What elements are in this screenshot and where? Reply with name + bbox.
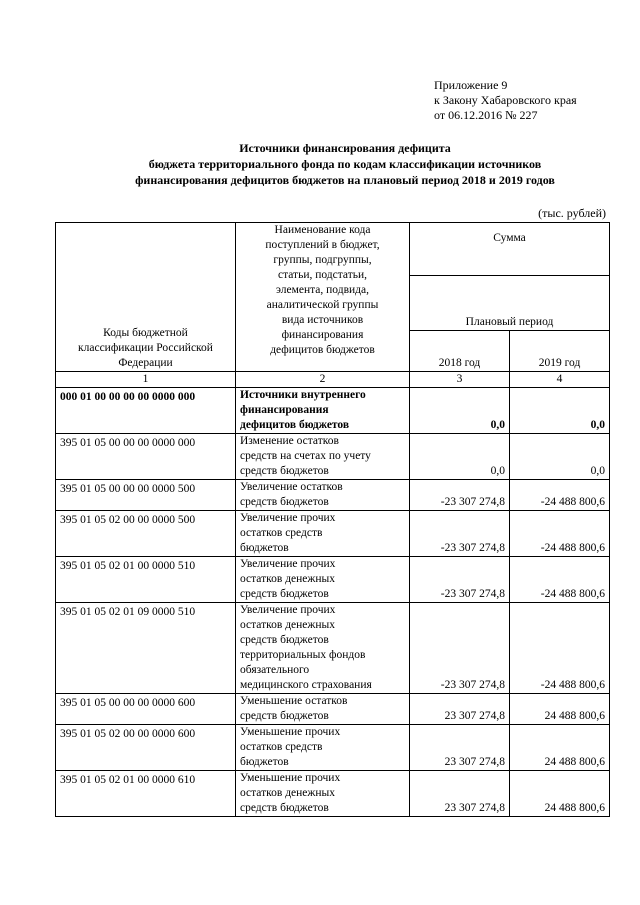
amount-2019: -24 488 800,6: [510, 557, 610, 603]
amount-2018: 0,0: [410, 434, 510, 480]
title-line: бюджета территориального фонда по кодам классификации источников: [148, 157, 542, 171]
header-sum: Сумма: [410, 223, 610, 276]
source-name: [236, 480, 410, 511]
budget-code: 395 01 05 02 00 00 0000 500: [56, 511, 236, 557]
source-name-line: Источники внутреннего: [240, 389, 366, 401]
source-name-line: остатков денежных: [240, 573, 335, 585]
source-name-line: Уменьшение прочих: [240, 772, 341, 784]
source-name-line: Уменьшение прочих: [240, 726, 341, 738]
source-name-line: средств бюджетов: [240, 802, 329, 814]
source-name: [236, 511, 410, 557]
source-name-line: бюджетов: [240, 756, 289, 768]
amount-2019: 0,0: [510, 388, 610, 434]
header-period: Плановый период: [410, 276, 610, 331]
budget-code: 000 01 00 00 00 00 0000 000: [56, 388, 236, 434]
source-name: [236, 725, 410, 771]
source-name: [236, 603, 410, 694]
amount-2018: -23 307 274,8: [410, 603, 510, 694]
source-name-line: средств бюджетов: [240, 710, 329, 722]
source-name-line: остатков средств: [240, 741, 323, 753]
source-name-line: бюджетов: [240, 542, 289, 554]
header-year-2019: 2019 год: [510, 331, 610, 372]
annex-reference: [434, 78, 577, 123]
source-name-line: остатков денежных: [240, 787, 335, 799]
source-name-line: обязательного: [240, 664, 310, 676]
source-name-line: Изменение остатков: [240, 435, 339, 447]
budget-code: 395 01 05 02 01 00 0000 610: [56, 771, 236, 817]
table-row: [56, 771, 610, 817]
document-title: [60, 140, 630, 188]
table-row: [56, 603, 610, 694]
amount-2018: -23 307 274,8: [410, 557, 510, 603]
amount-2018: 23 307 274,8: [410, 771, 510, 817]
budget-code: 395 01 05 02 01 09 0000 510: [56, 603, 236, 694]
amount-2019: -24 488 800,6: [510, 480, 610, 511]
source-name-line: Увеличение прочих: [240, 512, 336, 524]
header-name: Наименование кода поступлений в бюджет, группы, подгруппы, статьи, подстатьи, элемента, подвида, аналитической группы вида источников финансирования дефицитов бюджетов: [236, 223, 410, 372]
title-line: Источники финансирования дефицита: [239, 141, 451, 155]
source-name: [236, 771, 410, 817]
amount-2019: 0,0: [510, 434, 610, 480]
source-name-line: медицинского страхования: [240, 679, 372, 691]
amount-2018: 23 307 274,8: [410, 725, 510, 771]
source-name: [236, 557, 410, 603]
header-row: [56, 223, 610, 276]
amount-2019: -24 488 800,6: [510, 603, 610, 694]
amount-2018: -23 307 274,8: [410, 511, 510, 557]
amount-2018: -23 307 274,8: [410, 480, 510, 511]
source-name: [236, 388, 410, 434]
column-numbers-row: [56, 372, 610, 388]
units-label: (тыс. рублей): [538, 206, 606, 220]
column-number: 2: [236, 372, 410, 388]
amount-2019: 24 488 800,6: [510, 694, 610, 725]
table-row: [56, 434, 610, 480]
source-name-line: территориальных фондов: [240, 649, 366, 661]
header-year-2018: 2018 год: [410, 331, 510, 372]
budget-code: 395 01 05 00 00 00 0000 600: [56, 694, 236, 725]
source-name-line: остатков денежных: [240, 619, 335, 631]
budget-code: 395 01 05 02 00 00 0000 600: [56, 725, 236, 771]
source-name-line: средств бюджетов: [240, 634, 329, 646]
amount-2018: 0,0: [410, 388, 510, 434]
source-name-line: средств на счетах по учету: [240, 450, 371, 462]
amount-2019: 24 488 800,6: [510, 771, 610, 817]
table-row: [56, 388, 610, 434]
column-number: 1: [56, 372, 236, 388]
source-name-line: дефицитов бюджетов: [240, 419, 350, 431]
annex-line: Приложение 9: [434, 78, 508, 92]
sources-table: [55, 222, 610, 817]
source-name-line: средств бюджетов: [240, 496, 329, 508]
source-name: [236, 434, 410, 480]
amount-2019: -24 488 800,6: [510, 511, 610, 557]
source-name-line: Увеличение прочих: [240, 558, 336, 570]
table-row: [56, 694, 610, 725]
title-line: финансирования дефицитов бюджетов на плановый период 2018 и 2019 годов: [135, 173, 555, 187]
column-number: 3: [410, 372, 510, 388]
source-name-line: Увеличение остатков: [240, 481, 343, 493]
column-number: 4: [510, 372, 610, 388]
amount-2018: 23 307 274,8: [410, 694, 510, 725]
budget-code: 395 01 05 00 00 00 0000 500: [56, 480, 236, 511]
source-name-line: Уменьшение остатков: [240, 695, 348, 707]
table-row: [56, 557, 610, 603]
budget-code: 395 01 05 00 00 00 0000 000: [56, 434, 236, 480]
source-name-line: финансирования: [240, 404, 329, 416]
source-name-line: остатков средств: [240, 527, 323, 539]
annex-line: от 06.12.2016 № 227: [434, 108, 538, 122]
source-name-line: средств бюджетов: [240, 588, 329, 600]
table-row: [56, 725, 610, 771]
source-name: [236, 694, 410, 725]
amount-2019: 24 488 800,6: [510, 725, 610, 771]
source-name-line: средств бюджетов: [240, 465, 329, 477]
annex-line: к Закону Хабаровского края: [434, 93, 577, 107]
source-name-line: Увеличение прочих: [240, 604, 336, 616]
header-codes: Коды бюджетной классификации Российской Федерации: [56, 223, 236, 372]
table-row: [56, 480, 610, 511]
budget-code: 395 01 05 02 01 00 0000 510: [56, 557, 236, 603]
table-row: [56, 511, 610, 557]
